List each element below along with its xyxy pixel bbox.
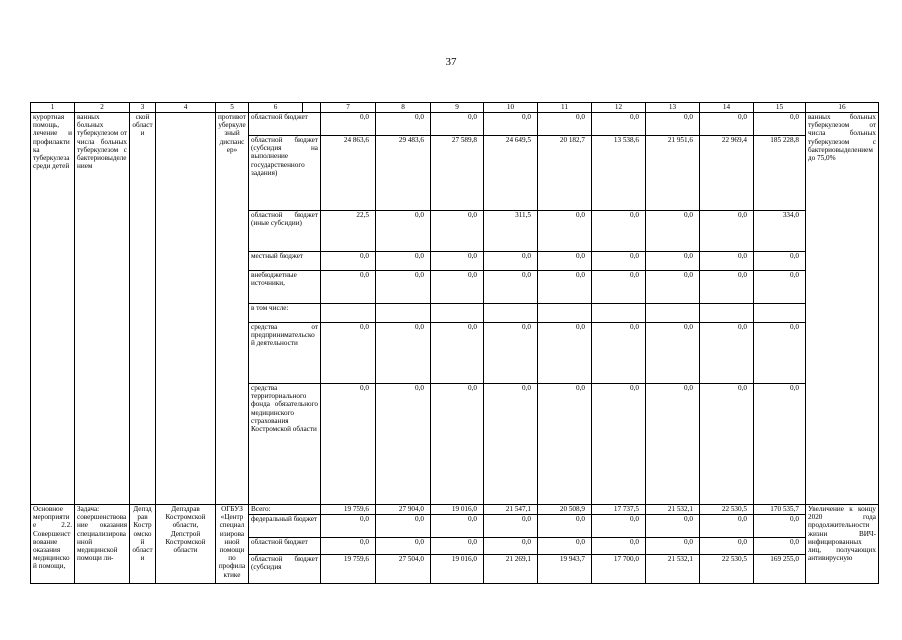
funding-value: 0,0 (321, 113, 376, 136)
funding-value: 20 508,9 (538, 505, 592, 515)
funding-value: 0,0 (376, 271, 431, 304)
funding-value: 0,0 (431, 538, 484, 555)
funding-value: 0,0 (376, 113, 431, 136)
funding-value: 0,0 (538, 515, 592, 538)
funding-value: 0,0 (646, 323, 700, 384)
funding-value: 0,0 (376, 538, 431, 555)
funding-value: 0,0 (592, 515, 646, 538)
funding-value: 27 504,0 (376, 555, 431, 584)
funding-value: 0,0 (592, 211, 646, 252)
funding-value: 0,0 (754, 538, 806, 555)
funding-value: 21 269,1 (484, 555, 538, 584)
funding-value: 0,0 (538, 538, 592, 555)
section1-task-cell: ванных больных туберкулезом от числа больных туберкулезом с бактериовыделением (75, 113, 130, 505)
section1-row (31, 113, 879, 136)
funding-value: 0,0 (431, 323, 484, 384)
funding-value: 0,0 (376, 384, 431, 505)
funding-value: 24 863,6 (321, 136, 376, 211)
funding-value: 0,0 (431, 211, 484, 252)
funding-value: 0,0 (592, 252, 646, 271)
column-header-6: 6 (249, 103, 303, 113)
funding-value: 334,0 (754, 211, 806, 252)
funding-value: 0,0 (538, 252, 592, 271)
section1-activity-cell: курортная помощь, лечение и профилактика туберкулеза среди детей (31, 113, 75, 505)
page-number: 37 (445, 56, 457, 68)
funding-value: 20 182,7 (538, 136, 592, 211)
column-header-10: 10 (484, 103, 538, 113)
funding-value: 0,0 (484, 323, 538, 384)
section2-task-cell: Задача: совершенствование оказания специализированной медицинской помощи ли- (75, 505, 130, 584)
funding-value: 0,0 (431, 384, 484, 505)
funding-value: 0,0 (321, 538, 376, 555)
funding-value: 0,0 (754, 271, 806, 304)
funding-value: 0,0 (700, 323, 754, 384)
funding-value: 17 700,0 (592, 555, 646, 584)
funding-value: 0,0 (754, 515, 806, 538)
column-header-9: 9 (431, 103, 484, 113)
funding-source-label: областной бюджет (субсидия (249, 555, 321, 584)
funding-value: 0,0 (646, 384, 700, 505)
section2-row (31, 505, 879, 515)
funding-value: 0,0 (700, 384, 754, 505)
funding-value: 0,0 (484, 113, 538, 136)
funding-value: 0,0 (754, 252, 806, 271)
funding-value: 0,0 (700, 538, 754, 555)
funding-value: 0,0 (538, 384, 592, 505)
funding-value: 0,0 (321, 252, 376, 271)
column-header-blank (303, 103, 321, 113)
funding-value: 0,0 (538, 113, 592, 136)
funding-value: 0,0 (376, 252, 431, 271)
funding-value: 17 737,5 (592, 505, 646, 515)
funding-value: 0,0 (700, 252, 754, 271)
funding-value: 185 228,8 (754, 136, 806, 211)
column-header-14: 14 (700, 103, 754, 113)
funding-value: 0,0 (484, 271, 538, 304)
column-header-5: 5 (216, 103, 249, 113)
funding-value: 0,0 (484, 252, 538, 271)
funding-value: 27 904,0 (376, 505, 431, 515)
funding-value (538, 304, 592, 323)
funding-value: 19 943,7 (538, 555, 592, 584)
funding-source-label: областной бюджет (249, 538, 321, 555)
funding-source-label: Всего: (249, 505, 321, 515)
column-header-1: 1 (31, 103, 75, 113)
funding-value: 0,0 (646, 538, 700, 555)
funding-value (484, 304, 538, 323)
funding-source-label: областной бюджет (субсидия на выполнение государственного задания) (249, 136, 321, 211)
funding-value: 170 535,7 (754, 505, 806, 515)
funding-value: 0,0 (321, 515, 376, 538)
funding-value: 0,0 (431, 515, 484, 538)
column-header-12: 12 (592, 103, 646, 113)
funding-value: 21 951,6 (646, 136, 700, 211)
funding-value: 0,0 (646, 271, 700, 304)
funding-value (700, 304, 754, 323)
section2-coordinator-cell: Депздрав Костромской области (130, 505, 156, 584)
column-header-7: 7 (321, 103, 376, 113)
funding-value: 0,0 (538, 271, 592, 304)
funding-value: 0,0 (538, 323, 592, 384)
section1-result-cell: ванных больных туберкулезом от числа больных туберкулезом с бактериовыделением до 75,0% (806, 113, 879, 505)
funding-value (376, 304, 431, 323)
funding-value (592, 304, 646, 323)
column-header-4: 4 (156, 103, 216, 113)
column-header-13: 13 (646, 103, 700, 113)
funding-source-label: в том числе: (249, 304, 321, 323)
funding-value (646, 304, 700, 323)
funding-value: 22,5 (321, 211, 376, 252)
funding-value: 0,0 (376, 515, 431, 538)
funding-source-label: федеральный бюджет (249, 515, 321, 538)
funding-value: 0,0 (700, 113, 754, 136)
funding-value: 22 969,4 (700, 136, 754, 211)
funding-value: 0,0 (754, 323, 806, 384)
budget-table (30, 102, 879, 584)
funding-value: 0,0 (646, 252, 700, 271)
funding-value: 0,0 (484, 384, 538, 505)
funding-value: 21 532,1 (646, 555, 700, 584)
funding-value: 0,0 (592, 323, 646, 384)
funding-value (431, 304, 484, 323)
column-header-3: 3 (130, 103, 156, 113)
funding-value: 22 530,5 (700, 555, 754, 584)
funding-value: 0,0 (484, 515, 538, 538)
funding-value: 24 649,5 (484, 136, 538, 211)
funding-source-label: местный бюджет (249, 252, 321, 271)
funding-value: 0,0 (646, 113, 700, 136)
header-row (31, 103, 879, 113)
funding-value: 19 759,6 (321, 505, 376, 515)
funding-value: 29 483,6 (376, 136, 431, 211)
funding-value: 0,0 (376, 323, 431, 384)
funding-value: 22 530,5 (700, 505, 754, 515)
column-header-2: 2 (75, 103, 130, 113)
funding-source-label: средства от предпринимательской деятельности (249, 323, 321, 384)
funding-value: 169 255,0 (754, 555, 806, 584)
funding-value: 0,0 (321, 384, 376, 505)
section1-institution-cell: противотуберкулезный диспансер» (216, 113, 249, 505)
section2-executor-cell: Депздрав Костромской области, Депстрой Костромской области (156, 505, 216, 584)
column-header-11: 11 (538, 103, 592, 113)
funding-value: 0,0 (321, 271, 376, 304)
section1-executor-cell (156, 113, 216, 505)
funding-value: 21 547,1 (484, 505, 538, 515)
funding-value: 13 538,6 (592, 136, 646, 211)
funding-value: 21 532,1 (646, 505, 700, 515)
funding-value: 0,0 (431, 271, 484, 304)
funding-value: 27 589,8 (431, 136, 484, 211)
funding-value: 0,0 (376, 211, 431, 252)
funding-value: 0,0 (431, 113, 484, 136)
funding-source-label: областной бюджет (иные субсидии) (249, 211, 321, 252)
section2-activity-cell: Основное мероприятие 2.2. Совершенствование оказания медицинской помощи, (31, 505, 75, 584)
funding-value: 0,0 (646, 515, 700, 538)
funding-value: 311,5 (484, 211, 538, 252)
funding-value: 0,0 (592, 113, 646, 136)
funding-value: 0,0 (754, 113, 806, 136)
funding-value: 0,0 (431, 252, 484, 271)
funding-value: 0,0 (484, 538, 538, 555)
funding-value: 0,0 (592, 538, 646, 555)
funding-value: 19 016,0 (431, 555, 484, 584)
funding-value: 0,0 (538, 211, 592, 252)
funding-value: 0,0 (592, 271, 646, 304)
section2-institution-cell: ОГБУЗ «Центр специализированной помощи по профилактике (216, 505, 249, 584)
funding-value (321, 304, 376, 323)
column-header-15: 15 (754, 103, 806, 113)
column-header-8: 8 (376, 103, 431, 113)
funding-value: 0,0 (700, 271, 754, 304)
funding-source-label: средства территориального фонда обязательного медицинского страхования Костромской области (249, 384, 321, 505)
section2-result-cell: Увеличение к концу 2020 года продолжительности жизни ВИЧ-инфицированных лиц, получающих антивирусную (806, 505, 879, 584)
funding-value: 0,0 (646, 211, 700, 252)
section1-coordinator-cell: ской области (130, 113, 156, 505)
funding-value: 0,0 (700, 211, 754, 252)
funding-value: 19 016,0 (431, 505, 484, 515)
funding-value: 0,0 (700, 515, 754, 538)
funding-source-label: областной бюджет (249, 113, 321, 136)
funding-source-label: внебюджетные источники, (249, 271, 321, 304)
funding-value: 0,0 (754, 384, 806, 505)
funding-value: 0,0 (321, 323, 376, 384)
funding-value: 19 759,6 (321, 555, 376, 584)
funding-value: 0,0 (592, 384, 646, 505)
funding-value (754, 304, 806, 323)
column-header-16: 16 (806, 103, 879, 113)
